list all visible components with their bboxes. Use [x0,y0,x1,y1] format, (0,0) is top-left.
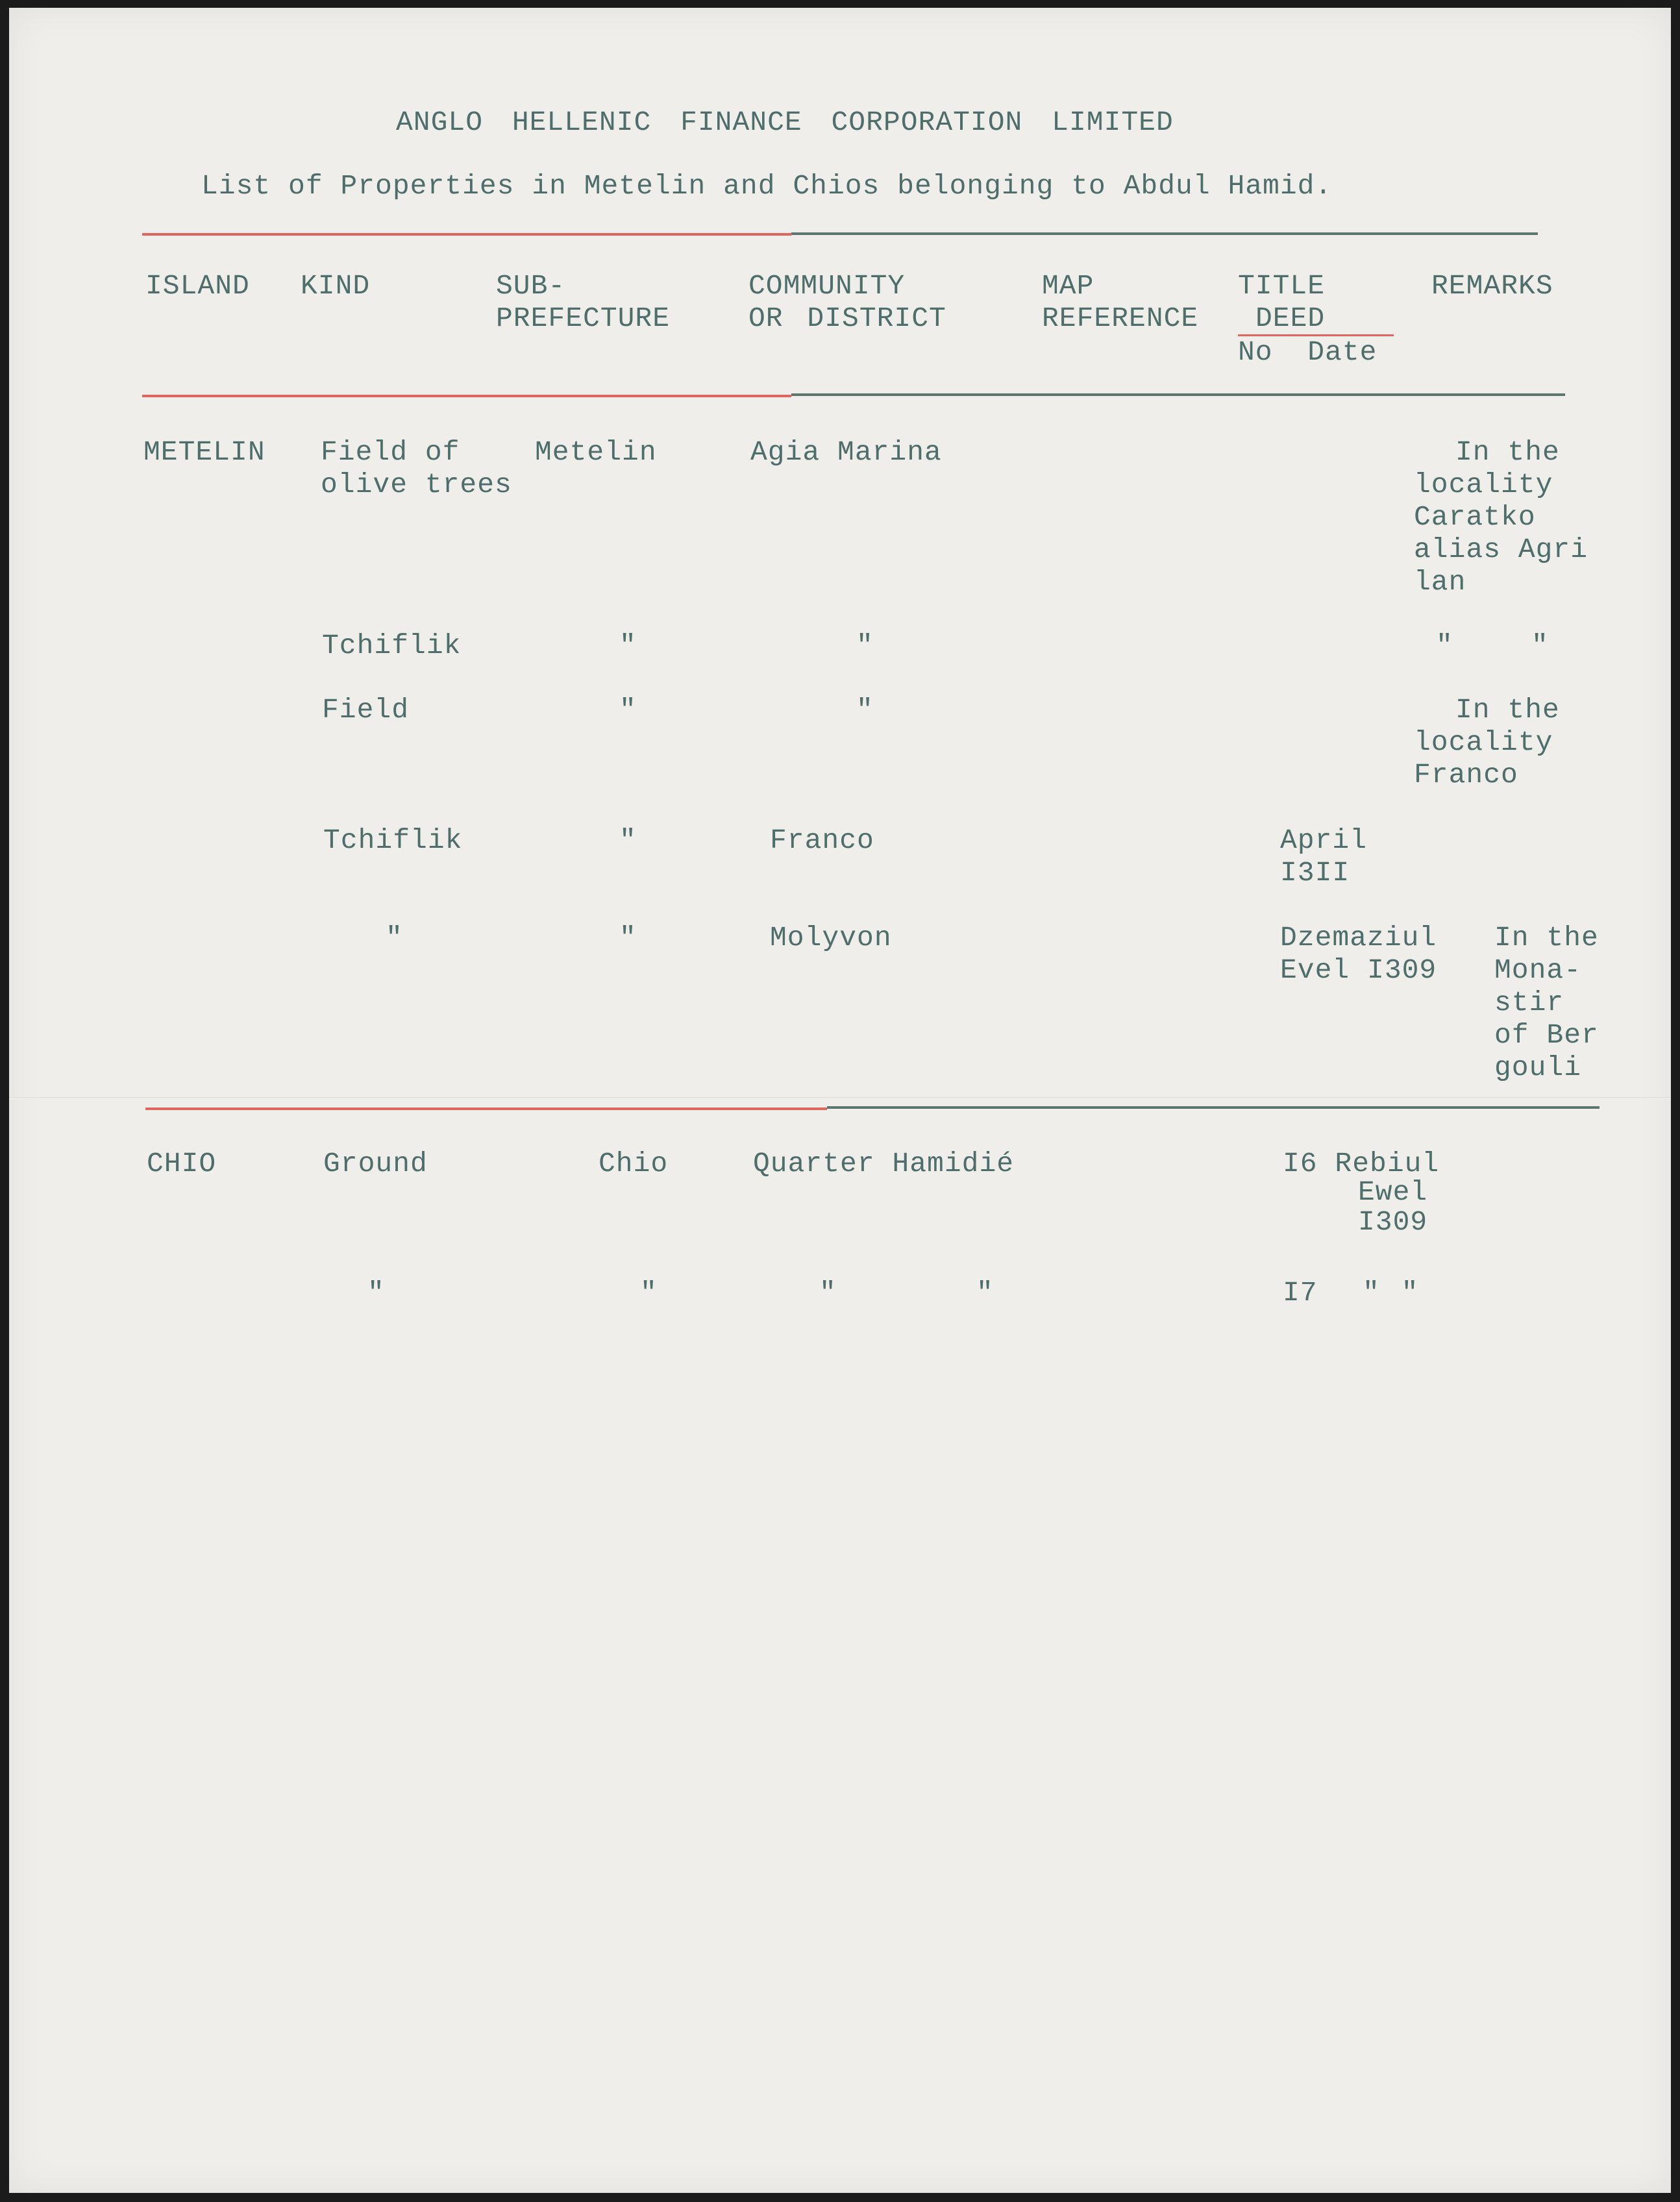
rule-top-red [142,233,791,236]
metelin-row2-community: " [856,630,874,662]
header-title-deed-line2: DEED [1255,303,1326,334]
chio-row2-community-ditto1: " [819,1277,837,1309]
island-metelin: METELIN [143,436,266,468]
rule-section-dark [827,1106,1600,1109]
header-kind: KIND [301,270,371,302]
metelin-row3-remarks-line3: Franco [1414,759,1518,791]
header-island: ISLAND [145,270,250,302]
header-title-deed-line1: TITLE [1238,270,1326,302]
metelin-row3-kind: Field [322,694,410,726]
chio-row1-kind: Ground [323,1148,428,1180]
metelin-row3-remarks-line2: locality [1414,726,1553,758]
metelin-row1-remarks-line3: Caratko [1414,501,1536,533]
chio-row1-deed-line1: I6 Rebiul [1283,1148,1440,1180]
metelin-row5-remarks-line1: In the [1494,922,1599,954]
header-sub-prefecture-line2: PREFECTURE [496,303,671,334]
metelin-row5-community: Molyvon [770,922,892,954]
metelin-row2-remarks-ditto1: " [1436,630,1453,662]
chio-row2-kind: " [367,1277,385,1309]
letterhead: ANGLO HELLENIC FINANCE CORPORATION LIMITED [396,106,1174,138]
header-community-line1: COMMUNITY [748,270,906,302]
chio-row1-sub: Chio [599,1148,669,1180]
rule-section-red [145,1107,827,1110]
metelin-row5-deed-line2: Evel I309 [1280,954,1437,986]
metelin-row5-remarks-line3: stir [1494,987,1564,1019]
header-title-deed-line3: No Date [1238,336,1377,368]
metelin-row1-kind-line2: olive trees [321,469,512,501]
metelin-row1-remarks-line5: lan [1414,566,1466,598]
paper-sheet [9,8,1671,2193]
metelin-row3-community: " [856,694,874,726]
header-community-line2: OR DISTRICT [748,303,946,334]
metelin-row5-deed-line1: Dzemaziul [1280,922,1437,954]
metelin-row4-community: Franco [770,824,874,856]
metelin-row5-sub: " [619,922,637,954]
metelin-row3-sub: " [619,694,637,726]
header-sub-prefecture-line1: SUB- [496,270,566,302]
metelin-row1-sub: Metelin [535,436,657,468]
header-map-reference-line1: MAP [1042,270,1094,302]
chio-row2-deed-line1: I7 [1283,1277,1318,1309]
paper-fold [9,1097,1671,1099]
island-chio: CHIO [147,1148,217,1180]
chio-row2-deed-line2: " " [1363,1277,1419,1309]
metelin-row4-deed-line2: I3II [1280,857,1350,889]
metelin-row2-kind: Tchiflik [322,630,462,662]
chio-row1-deed-line3: I309 [1358,1206,1428,1238]
metelin-row4-kind: Tchiflik [323,824,463,856]
chio-row2-community-ditto2: " [976,1277,994,1309]
metelin-row2-sub: " [619,630,637,662]
header-map-reference-line2: REFERENCE [1042,303,1199,334]
rule-header-dark [791,393,1565,396]
metelin-row3-remarks-line1: In the [1455,694,1560,726]
metelin-row4-deed-line1: April [1280,824,1368,856]
rule-header-red [142,395,791,397]
document-subtitle: List of Properties in Metelin and Chios belonging to Abdul Hamid. [201,170,1333,202]
metelin-row1-remarks-line1: In the [1455,436,1560,468]
metelin-row5-remarks-line4: of Ber [1494,1019,1599,1051]
metelin-row1-remarks-line2: locality [1414,469,1553,501]
chio-row1-deed-line2: Ewel [1358,1176,1428,1208]
metelin-row5-kind: " [386,922,403,954]
metelin-row1-remarks-line4: alias Agri [1414,534,1588,565]
metelin-row4-sub: " [619,824,637,856]
metelin-row1-community: Agia Marina [750,436,942,468]
header-remarks: REMARKS [1431,270,1553,302]
metelin-row2-remarks-ditto2: " [1531,630,1549,662]
rule-top-dark [791,232,1538,235]
metelin-row5-remarks-line5: gouli [1494,1052,1582,1083]
chio-row2-sub: " [640,1277,658,1309]
metelin-row1-kind-line1: Field of [321,436,460,468]
metelin-row5-remarks-line2: Mona- [1494,954,1582,986]
chio-row1-community: Quarter Hamidié [753,1148,1015,1180]
